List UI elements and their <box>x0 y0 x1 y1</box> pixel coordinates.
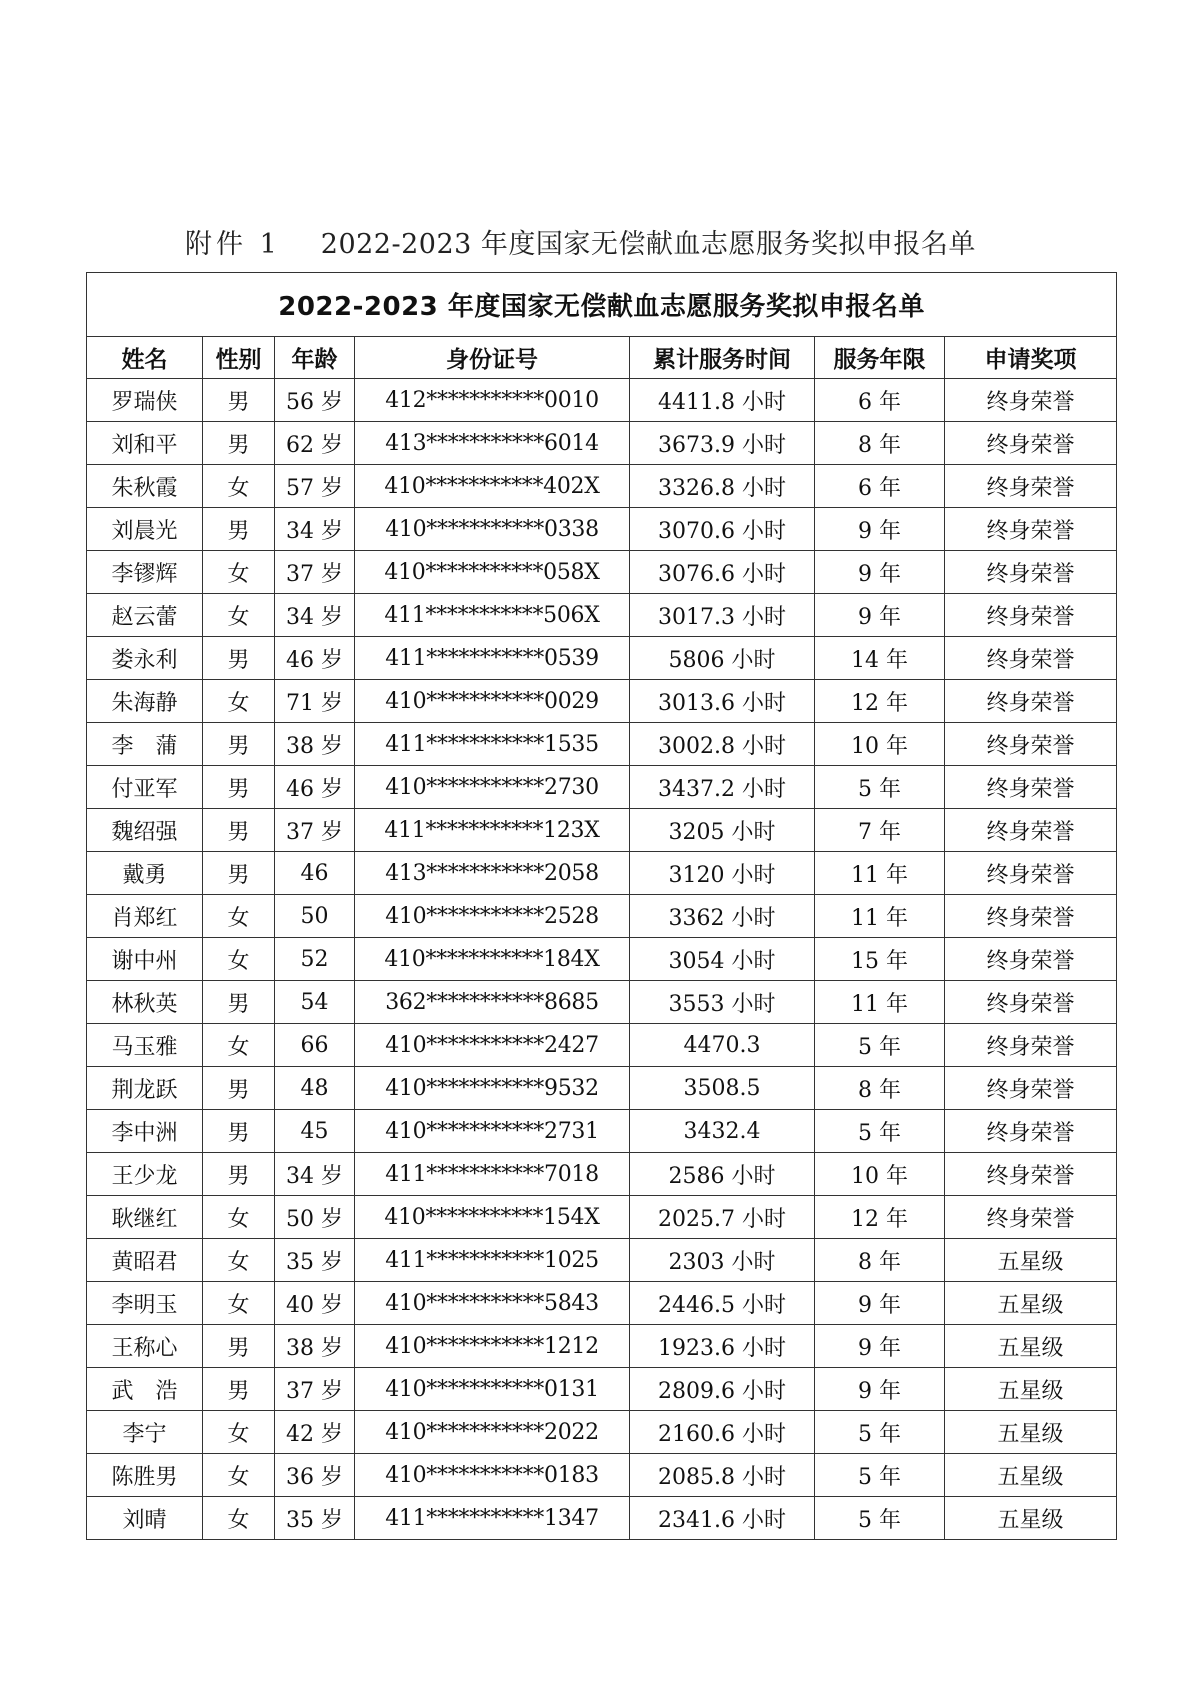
cell-age: 38 岁 <box>275 1325 355 1368</box>
cell-service-years: 9 年 <box>815 508 945 551</box>
cell-gender: 女 <box>203 1024 275 1067</box>
cell-id-number: 411***********123X <box>355 809 630 852</box>
cell-award: 终身荣誉 <box>945 766 1117 809</box>
cell-service-years: 12 年 <box>815 680 945 723</box>
cell-age: 66 <box>275 1024 355 1067</box>
cell-name: 王称心 <box>87 1325 203 1368</box>
cell-age: 62 岁 <box>275 422 355 465</box>
cell-award: 终身荣誉 <box>945 1110 1117 1153</box>
table-row <box>87 379 1117 422</box>
cell-gender: 男 <box>203 1067 275 1110</box>
cell-award: 五星级 <box>945 1282 1117 1325</box>
cell-service-years: 5 年 <box>815 1110 945 1153</box>
cell-id-number: 410***********0131 <box>355 1368 630 1411</box>
column-header-service-hours: 累计服务时间 <box>630 337 815 379</box>
cell-service-hours: 3076.6 小时 <box>630 551 815 594</box>
cell-age: 50 岁 <box>275 1196 355 1239</box>
cell-service-hours: 3070.6 小时 <box>630 508 815 551</box>
cell-gender: 女 <box>203 465 275 508</box>
cell-age: 52 <box>275 938 355 981</box>
cell-gender: 男 <box>203 1325 275 1368</box>
cell-name: 戴勇 <box>87 852 203 895</box>
cell-service-hours: 2025.7 小时 <box>630 1196 815 1239</box>
cell-id-number: 410***********9532 <box>355 1067 630 1110</box>
cell-age: 56 岁 <box>275 379 355 422</box>
cell-award: 终身荣誉 <box>945 1153 1117 1196</box>
cell-age: 34 岁 <box>275 594 355 637</box>
cell-gender: 男 <box>203 637 275 680</box>
cell-id-number: 410***********5843 <box>355 1282 630 1325</box>
cell-age: 45 <box>275 1110 355 1153</box>
cell-age: 35 岁 <box>275 1239 355 1282</box>
cell-service-hours: 3205 小时 <box>630 809 815 852</box>
cell-service-hours: 2341.6 小时 <box>630 1497 815 1540</box>
cell-service-years: 11 年 <box>815 852 945 895</box>
cell-gender: 男 <box>203 379 275 422</box>
cell-name: 赵云蕾 <box>87 594 203 637</box>
cell-service-years: 8 年 <box>815 422 945 465</box>
cell-id-number: 411***********7018 <box>355 1153 630 1196</box>
cell-award: 终身荣誉 <box>945 1024 1117 1067</box>
cell-gender: 男 <box>203 723 275 766</box>
cell-name: 娄永利 <box>87 637 203 680</box>
cell-service-years: 5 年 <box>815 1454 945 1497</box>
cell-gender: 男 <box>203 809 275 852</box>
cell-service-years: 10 年 <box>815 723 945 766</box>
table-row <box>87 1024 1117 1067</box>
cell-service-hours: 3437.2 小时 <box>630 766 815 809</box>
cell-name: 李中洲 <box>87 1110 203 1153</box>
column-header-age: 年龄 <box>275 337 355 379</box>
cell-age: 38 岁 <box>275 723 355 766</box>
cell-service-years: 8 年 <box>815 1239 945 1282</box>
cell-award: 终身荣誉 <box>945 379 1117 422</box>
cell-service-years: 5 年 <box>815 1024 945 1067</box>
cell-service-hours: 2160.6 小时 <box>630 1411 815 1454</box>
table-row <box>87 766 1117 809</box>
cell-name: 李 蒲 <box>87 723 203 766</box>
cell-service-hours: 1923.6 小时 <box>630 1325 815 1368</box>
cell-award: 终身荣誉 <box>945 938 1117 981</box>
cell-age: 42 岁 <box>275 1411 355 1454</box>
cell-service-years: 9 年 <box>815 551 945 594</box>
cell-gender: 女 <box>203 1196 275 1239</box>
cell-name: 荆龙跃 <box>87 1067 203 1110</box>
heading-text: 2022-2023 年度国家无偿献血志愿服务奖拟申报名单 <box>320 229 976 260</box>
table-row <box>87 938 1117 981</box>
attachment-label: 附件 1 <box>185 229 281 260</box>
cell-gender: 男 <box>203 766 275 809</box>
cell-name: 魏绍强 <box>87 809 203 852</box>
cell-name: 刘晴 <box>87 1497 203 1540</box>
cell-id-number: 410***********0183 <box>355 1454 630 1497</box>
table-row <box>87 981 1117 1024</box>
cell-name: 罗瑞侠 <box>87 379 203 422</box>
cell-gender: 女 <box>203 1282 275 1325</box>
cell-award: 终身荣誉 <box>945 723 1117 766</box>
cell-id-number: 411***********506X <box>355 594 630 637</box>
cell-age: 37 岁 <box>275 809 355 852</box>
cell-service-hours: 3673.9 小时 <box>630 422 815 465</box>
cell-service-hours: 5806 小时 <box>630 637 815 680</box>
cell-age: 34 岁 <box>275 1153 355 1196</box>
cell-name: 刘和平 <box>87 422 203 465</box>
cell-service-hours: 2809.6 小时 <box>630 1368 815 1411</box>
cell-id-number: 411***********1347 <box>355 1497 630 1540</box>
cell-gender: 女 <box>203 680 275 723</box>
cell-gender: 女 <box>203 1411 275 1454</box>
cell-id-number: 410***********184X <box>355 938 630 981</box>
table-row <box>87 1067 1117 1110</box>
cell-award: 终身荣誉 <box>945 809 1117 852</box>
table-row <box>87 465 1117 508</box>
cell-service-years: 9 年 <box>815 594 945 637</box>
cell-service-years: 6 年 <box>815 465 945 508</box>
cell-name: 李宁 <box>87 1411 203 1454</box>
cell-age: 57 岁 <box>275 465 355 508</box>
cell-award: 终身荣誉 <box>945 680 1117 723</box>
nominee-table <box>86 272 1117 1540</box>
cell-award: 五星级 <box>945 1325 1117 1368</box>
cell-name: 马玉雅 <box>87 1024 203 1067</box>
cell-id-number: 413***********6014 <box>355 422 630 465</box>
cell-age: 50 <box>275 895 355 938</box>
table-row <box>87 1153 1117 1196</box>
table-row <box>87 637 1117 680</box>
cell-award: 终身荣誉 <box>945 594 1117 637</box>
cell-service-years: 8 年 <box>815 1067 945 1110</box>
cell-id-number: 410***********2731 <box>355 1110 630 1153</box>
cell-service-hours: 2085.8 小时 <box>630 1454 815 1497</box>
cell-service-years: 14 年 <box>815 637 945 680</box>
table-row <box>87 1325 1117 1368</box>
cell-service-years: 9 年 <box>815 1368 945 1411</box>
cell-id-number: 410***********154X <box>355 1196 630 1239</box>
cell-award: 终身荣誉 <box>945 981 1117 1024</box>
cell-age: 71 岁 <box>275 680 355 723</box>
cell-service-hours: 3002.8 小时 <box>630 723 815 766</box>
cell-service-years: 11 年 <box>815 981 945 1024</box>
table-header-row <box>87 337 1117 379</box>
cell-name: 武 浩 <box>87 1368 203 1411</box>
column-header-gender: 性别 <box>203 337 275 379</box>
cell-name: 李镠辉 <box>87 551 203 594</box>
cell-age: 48 <box>275 1067 355 1110</box>
cell-service-hours: 3553 小时 <box>630 981 815 1024</box>
cell-gender: 男 <box>203 852 275 895</box>
cell-award: 终身荣誉 <box>945 465 1117 508</box>
cell-id-number: 410***********058X <box>355 551 630 594</box>
cell-award: 终身荣誉 <box>945 1196 1117 1239</box>
table-row <box>87 594 1117 637</box>
table-row <box>87 680 1117 723</box>
cell-gender: 女 <box>203 1239 275 1282</box>
cell-service-hours: 2303 小时 <box>630 1239 815 1282</box>
cell-award: 终身荣誉 <box>945 422 1117 465</box>
cell-id-number: 410***********2022 <box>355 1411 630 1454</box>
cell-id-number: 362***********8685 <box>355 981 630 1024</box>
table-title: 2022-2023 年度国家无偿献血志愿服务奖拟申报名单 <box>87 273 1117 337</box>
cell-award: 五星级 <box>945 1411 1117 1454</box>
table-row <box>87 551 1117 594</box>
cell-service-years: 12 年 <box>815 1196 945 1239</box>
cell-service-years: 15 年 <box>815 938 945 981</box>
cell-age: 35 岁 <box>275 1497 355 1540</box>
cell-service-hours: 2586 小时 <box>630 1153 815 1196</box>
cell-service-years: 10 年 <box>815 1153 945 1196</box>
table-row <box>87 809 1117 852</box>
cell-age: 46 岁 <box>275 766 355 809</box>
cell-gender: 女 <box>203 938 275 981</box>
cell-service-years: 5 年 <box>815 1497 945 1540</box>
cell-name: 付亚军 <box>87 766 203 809</box>
cell-id-number: 412***********0010 <box>355 379 630 422</box>
cell-service-years: 11 年 <box>815 895 945 938</box>
cell-age: 54 <box>275 981 355 1024</box>
cell-gender: 女 <box>203 1454 275 1497</box>
cell-award: 终身荣誉 <box>945 551 1117 594</box>
column-header-id-number: 身份证号 <box>355 337 630 379</box>
cell-gender: 男 <box>203 422 275 465</box>
cell-name: 李明玉 <box>87 1282 203 1325</box>
cell-id-number: 410***********2427 <box>355 1024 630 1067</box>
cell-award: 终身荣誉 <box>945 508 1117 551</box>
table-row <box>87 1239 1117 1282</box>
cell-service-hours: 3432.4 <box>630 1110 815 1153</box>
cell-age: 34 岁 <box>275 508 355 551</box>
cell-name: 黄昭君 <box>87 1239 203 1282</box>
cell-id-number: 410***********2730 <box>355 766 630 809</box>
cell-service-hours: 3326.8 小时 <box>630 465 815 508</box>
cell-service-hours: 3362 小时 <box>630 895 815 938</box>
cell-id-number: 411***********1535 <box>355 723 630 766</box>
column-header-award: 申请奖项 <box>945 337 1117 379</box>
cell-service-hours: 4470.3 <box>630 1024 815 1067</box>
cell-service-years: 9 年 <box>815 1325 945 1368</box>
cell-name: 王少龙 <box>87 1153 203 1196</box>
cell-age: 40 岁 <box>275 1282 355 1325</box>
cell-award: 五星级 <box>945 1239 1117 1282</box>
table-row <box>87 1411 1117 1454</box>
column-header-service-years: 服务年限 <box>815 337 945 379</box>
cell-service-hours: 3508.5 <box>630 1067 815 1110</box>
table-title-row <box>87 273 1117 337</box>
cell-service-hours: 2446.5 小时 <box>630 1282 815 1325</box>
cell-id-number: 410***********2528 <box>355 895 630 938</box>
cell-service-years: 7 年 <box>815 809 945 852</box>
cell-service-hours: 4411.8 小时 <box>630 379 815 422</box>
cell-gender: 女 <box>203 551 275 594</box>
cell-award: 终身荣誉 <box>945 1067 1117 1110</box>
cell-award: 五星级 <box>945 1497 1117 1540</box>
cell-name: 耿继红 <box>87 1196 203 1239</box>
cell-service-hours: 3054 小时 <box>630 938 815 981</box>
cell-service-hours: 3017.3 小时 <box>630 594 815 637</box>
cell-age: 46 岁 <box>275 637 355 680</box>
column-header-name: 姓名 <box>87 337 203 379</box>
table-row <box>87 508 1117 551</box>
cell-gender: 女 <box>203 895 275 938</box>
cell-age: 37 岁 <box>275 551 355 594</box>
cell-service-years: 5 年 <box>815 766 945 809</box>
cell-gender: 男 <box>203 1153 275 1196</box>
cell-name: 肖郑红 <box>87 895 203 938</box>
table-row <box>87 1454 1117 1497</box>
cell-name: 谢中州 <box>87 938 203 981</box>
cell-id-number: 411***********0539 <box>355 637 630 680</box>
cell-service-years: 9 年 <box>815 1282 945 1325</box>
cell-service-years: 6 年 <box>815 379 945 422</box>
table-row <box>87 422 1117 465</box>
cell-award: 终身荣誉 <box>945 637 1117 680</box>
cell-award: 五星级 <box>945 1454 1117 1497</box>
table-row <box>87 1282 1117 1325</box>
cell-service-years: 5 年 <box>815 1411 945 1454</box>
table-row <box>87 895 1117 938</box>
cell-id-number: 410***********0029 <box>355 680 630 723</box>
cell-award: 五星级 <box>945 1368 1117 1411</box>
cell-name: 朱海静 <box>87 680 203 723</box>
cell-name: 陈胜男 <box>87 1454 203 1497</box>
document-heading <box>185 222 976 261</box>
cell-id-number: 413***********2058 <box>355 852 630 895</box>
cell-award: 终身荣誉 <box>945 895 1117 938</box>
table-row <box>87 852 1117 895</box>
cell-service-hours: 3013.6 小时 <box>630 680 815 723</box>
cell-age: 36 岁 <box>275 1454 355 1497</box>
cell-gender: 男 <box>203 1110 275 1153</box>
table-row <box>87 1196 1117 1239</box>
cell-age: 37 岁 <box>275 1368 355 1411</box>
cell-id-number: 410***********402X <box>355 465 630 508</box>
cell-gender: 男 <box>203 508 275 551</box>
cell-gender: 女 <box>203 594 275 637</box>
cell-name: 林秋英 <box>87 981 203 1024</box>
cell-id-number: 410***********1212 <box>355 1325 630 1368</box>
table-row <box>87 723 1117 766</box>
cell-service-hours: 3120 小时 <box>630 852 815 895</box>
cell-name: 刘晨光 <box>87 508 203 551</box>
table-row <box>87 1368 1117 1411</box>
table-row <box>87 1497 1117 1540</box>
cell-id-number: 411***********1025 <box>355 1239 630 1282</box>
cell-gender: 男 <box>203 1368 275 1411</box>
cell-gender: 女 <box>203 1497 275 1540</box>
cell-gender: 男 <box>203 981 275 1024</box>
cell-award: 终身荣誉 <box>945 852 1117 895</box>
cell-id-number: 410***********0338 <box>355 508 630 551</box>
cell-age: 46 <box>275 852 355 895</box>
table-row <box>87 1110 1117 1153</box>
cell-name: 朱秋霞 <box>87 465 203 508</box>
